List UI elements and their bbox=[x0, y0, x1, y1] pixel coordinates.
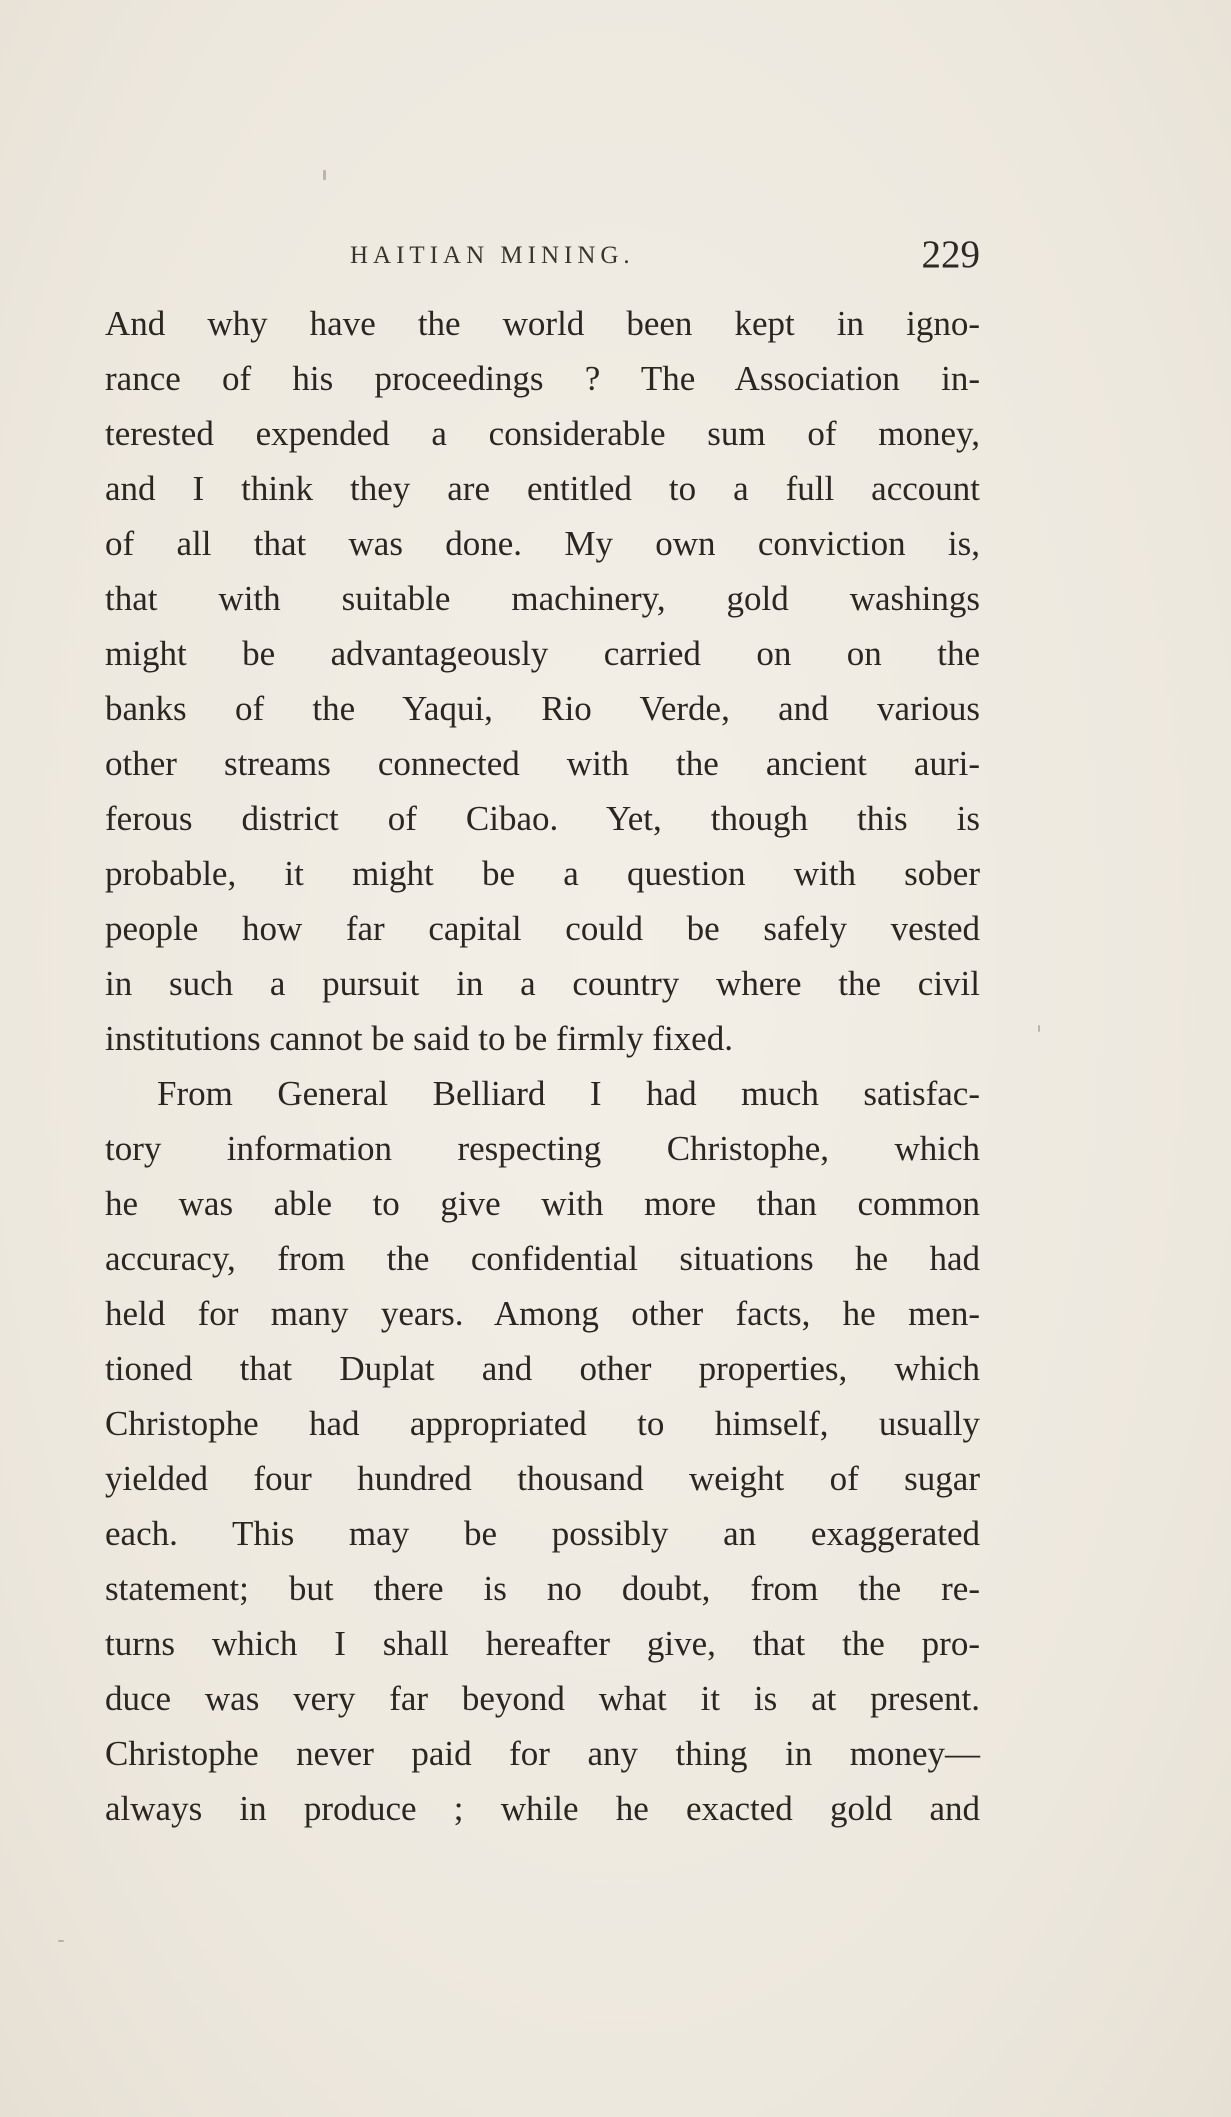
text-line: of all that was done. My own conviction is, bbox=[105, 524, 980, 563]
text-line: in such a pursuit in a country where the civil bbox=[105, 964, 980, 1003]
text-line: probable, it might be a question with sober bbox=[105, 854, 980, 893]
text-line: other streams connected with the ancient auri- bbox=[105, 744, 980, 783]
paragraph bbox=[105, 1066, 980, 1836]
text-line: Christophe had appropriated to himself, usually bbox=[105, 1404, 980, 1443]
text-line: held for many years. Among other facts, he men- bbox=[105, 1294, 980, 1333]
text-line: Christophe never paid for any thing in money— bbox=[105, 1734, 980, 1773]
paper-speck bbox=[323, 170, 326, 180]
text-line: terested expended a considerable sum of money, bbox=[105, 414, 980, 453]
text-line: From General Belliard I had much satisfac- bbox=[157, 1074, 980, 1113]
paragraph bbox=[105, 296, 980, 1066]
text-line: people how far capital could be safely vested bbox=[105, 909, 980, 948]
text-line: and I think they are entitled to a full account bbox=[105, 469, 980, 508]
paper-speck bbox=[1038, 1025, 1040, 1032]
body-text bbox=[105, 296, 980, 1836]
text-line: institutions cannot be said to be firmly fixed. bbox=[105, 1019, 733, 1058]
text-line: banks of the Yaqui, Rio Verde, and various bbox=[105, 689, 980, 728]
text-line: yielded four hundred thousand weight of sugar bbox=[105, 1459, 980, 1498]
page-number: 229 bbox=[921, 233, 980, 276]
text-line: rance of his proceedings ? The Association in- bbox=[105, 359, 980, 398]
running-title: HAITIAN MINING. bbox=[350, 242, 635, 269]
text-line: ferous district of Cibao. Yet, though this is bbox=[105, 799, 980, 838]
text-line: always in produce ; while he exacted gold and bbox=[105, 1789, 980, 1828]
text-line: tory information respecting Christophe, which bbox=[105, 1129, 980, 1168]
text-line: duce was very far beyond what it is at present. bbox=[105, 1679, 980, 1718]
paper-speck bbox=[58, 1940, 64, 1942]
text-line: each. This may be possibly an exaggerated bbox=[105, 1514, 980, 1553]
text-line: accuracy, from the confidential situations he had bbox=[105, 1239, 980, 1278]
text-line: tioned that Duplat and other properties, which bbox=[105, 1349, 980, 1388]
text-line: statement; but there is no doubt, from the re- bbox=[105, 1569, 980, 1608]
text-line: that with suitable machinery, gold washings bbox=[105, 579, 980, 618]
text-line: turns which I shall hereafter give, that the pro- bbox=[105, 1624, 980, 1663]
text-line: might be advantageously carried on on the bbox=[105, 634, 980, 673]
text-line: And why have the world been kept in igno- bbox=[105, 304, 980, 343]
running-head bbox=[105, 233, 980, 286]
text-line: he was able to give with more than common bbox=[105, 1184, 980, 1223]
